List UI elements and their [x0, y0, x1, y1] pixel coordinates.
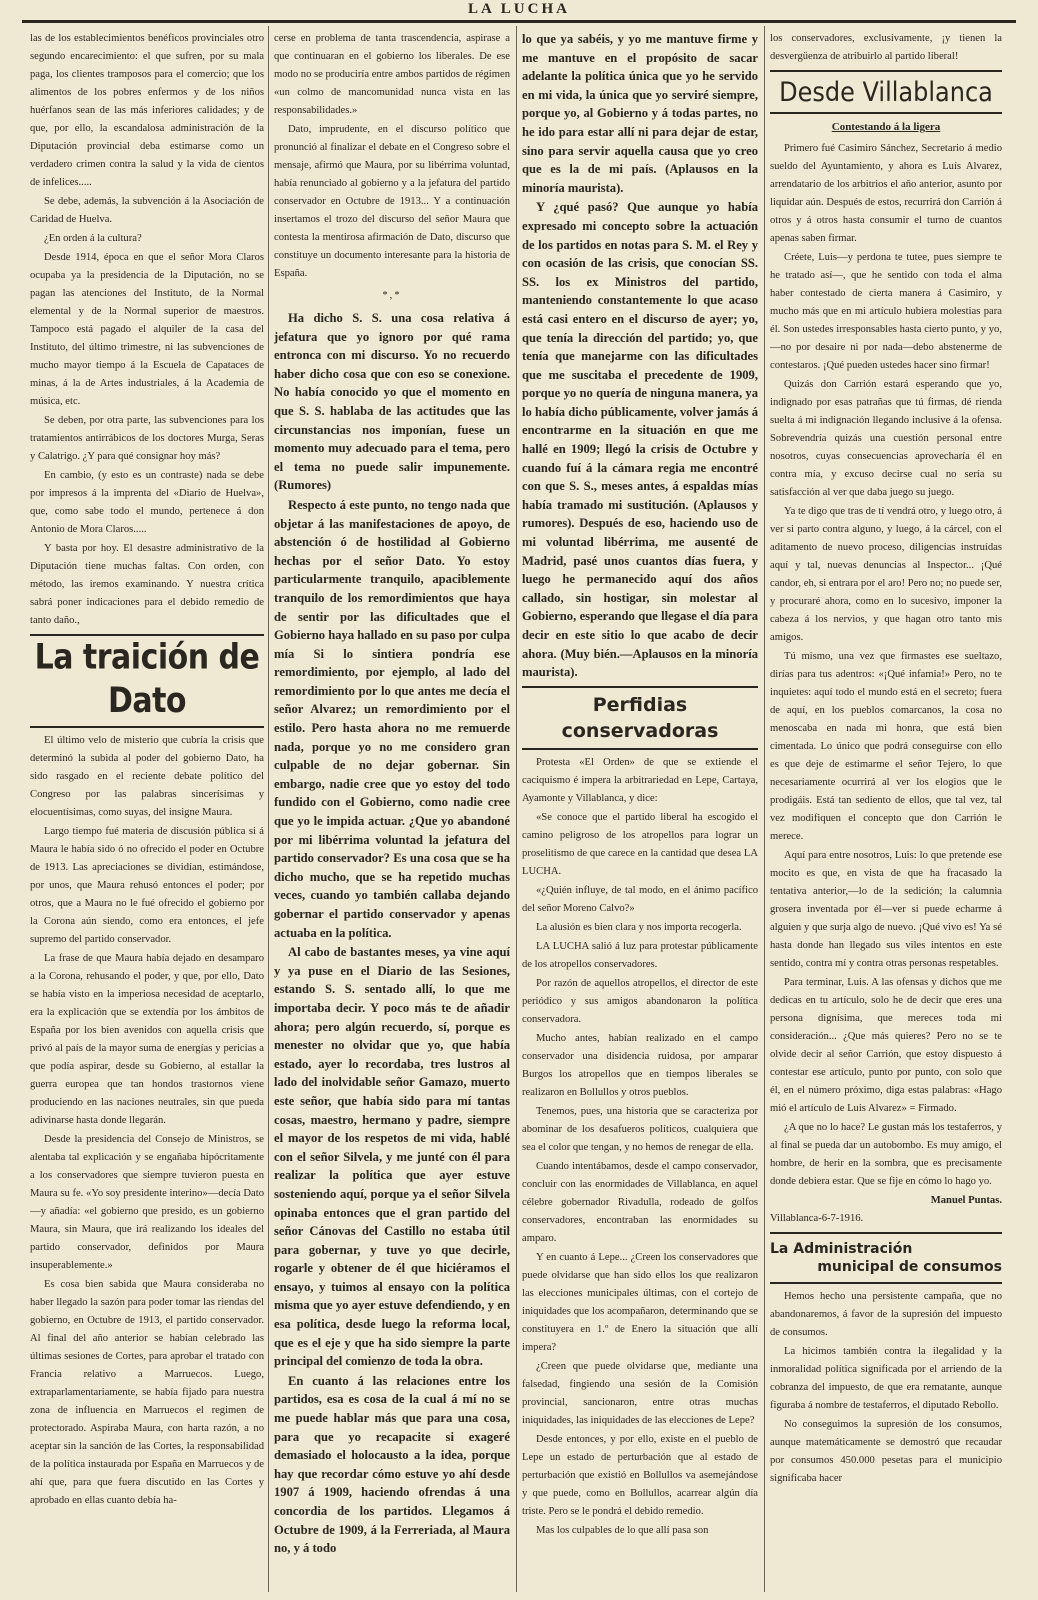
signature: Manuel Puntas.	[930, 1195, 1002, 1206]
paragraph: los conservadores, exclusivamente, ¡y tienen la desvergüenza de atribuirlo al partido liberal!	[770, 33, 1002, 62]
paragraph: Se deben, por otra parte, las subvenciones para los tratamientos antirrábicos de los doctores Murga, Seras y Calatrigo. ¿Y para qué consignar hoy más?	[30, 415, 264, 462]
paragraph: Y ¿qué pasó? Que aunque yo había expresado mi concepto sobre la actuación de los partidos en notas para S. M. el Rey y con ocasión de las crisis, que conocían SS. SS. los ex Ministros del partido, manteniendo constantemente lo que acaso está casi entero en el discurso de ayer; yo, que tenía la dirección del partido; yo, que tenía que manejarme con las dificultades que me suscitaba el precedente de 1909, porque yo no quería de ninguna manera, ya lo había dicho públicamente, volver jamás á encontrarme en la situación en que me hallé en 1909; llegó la crisis de Octubre y cuando fuí á la cámara regia me encontré con que S. S., meses antes, á espaldas mías había tramado mi sustitución. (Aplausos y rumores). Después de eso, haciendo uso de mi voluntad libérrima, me ausenté de Madrid, pasé unos cuantos días fuera, y luego he permanecido aquí dos años callado, sin hostigar, sin molestar al Gobierno, esperando que llegase el día para decir en este sitio lo que acabo de decir ahora. (Muy bién.—Aplausos en la minoría maurista).	[522, 200, 758, 680]
paragraph: Mucho antes, habían realizado en el campo conservador una disidencia ruidosa, por amparar Burgos los atropellos que en tiempos liberales se realizaron en Bollullos y otros pueblos.	[522, 1032, 758, 1098]
paragraph: Ha dicho S. S. una cosa relativa á jefatura que yo ignoro por qué rama entronca con mi discurso. Yo no recuerdo haber dicho cosa que con eso se conexione. No había conocido yo que el momento en que S. S. hablaba de las actitudes que las circunstancias nos imponían, fuese un momento muy adecuado para el tema, pero el tema no puede salir impunemente. (Rumores)	[274, 311, 510, 493]
column-divider	[764, 26, 765, 1592]
paragraph: Largo tiempo fué materia de discusión pública si á Maura le había sido ó no ofrecido el poder en Octubre de 1913. Las apreciaciones se dividían, estimándose, por unos, que Maura rehusó entonces el poder; por otros, que a Maura no le fué ofrecido el gobierno por la Corona aún siendo, como era entonces, el jefe supremo del partido conservador.	[30, 826, 264, 945]
paragraph: La hicimos también contra la ilegalidad y la inmoralidad política significada por el arriendo de la cobranza del impuesto, de que era rematante, aunque figuraba á nombre de testaferros, el diputado Rebollo.	[770, 1346, 1002, 1411]
paragraph: En cambio, (y esto es un contraste) nada se debe por impresos á la imprenta del «Diario de Huelva», que, como sabe todo el mundo, pertenece á don Antonio de Mora Claros.....	[30, 470, 264, 535]
dateline: Villablanca-6-7-1916.	[770, 1213, 864, 1224]
headline-rule	[770, 70, 1002, 72]
masthead: LA LUCHA	[468, 1, 570, 17]
headline-line-1: La Administración	[770, 1241, 913, 1257]
headline-rule	[770, 1232, 1002, 1234]
paragraph: Para terminar, Luis. A las ofensas y dichos que me dedicas en tu artículo, solo he de decir que eres una persona dignísima, que mereces toda mi consideración... ¿Que más quieres? Pero no se te olvide decir al señor Carrión, que estoy dispuesto á contestar ese artículo, punto por punto, con solo que él, en el número próximo, diga estas palabras: «Hago mió el artículo de Luis Alvarez» = Firmado.	[770, 977, 1002, 1114]
headline-rule	[522, 748, 758, 750]
article-headline	[770, 1240, 1002, 1276]
paragraph: Se debe, además, la subvención á la Asociación de Caridad de Huelva.	[30, 196, 264, 225]
paragraph: La frase de que Maura había dejado en desamparo a la Corona, rehusando el poder, y que, por ello, Dato se había visto en la imperiosa necesidad de aceptarlo, era la explicación que se extendía por los ámbitos de España por los bien avenidos con aquella crisis que privó al país de la mayor suma de energías y pericias a que podía aspirar, desde su Gobierno, al estallar la guerra europea que tan hondos trastornos viene produciendo en las naciones neutrales, sin que pueda adivinarse hasta donde llegarán.	[30, 953, 264, 1126]
paragraph: No conseguimos la supresión de los consumos, aunque matemáticamente se demostró que recaudar por consumos 450.000 pesetas para el municipio significaba hacer	[770, 1419, 1002, 1484]
speech-excerpt	[274, 309, 510, 1558]
headline-rule	[30, 726, 264, 728]
paragraph: Y en cuanto á Lepe... ¿Creen los conservadores que puede olvidarse que han sido ellos los que realizaron las elecciones municipales últimas, con el cortejo de iniquidades que los acompañaron, determinando que se constituyera en 1.º de Enero la situación que allí impera?	[522, 1251, 758, 1353]
paragraph: Y basta por hoy. El desastre administrativo de la Diputación tiene muchas faltas. Con orden, con método, las iremos examinando. Y nuestra crítica sabrá poner indicaciones para el debido remedio de tanto daño.,	[30, 543, 264, 626]
column-divider	[268, 26, 269, 1592]
headline-line-2: municipal de consumos	[817, 1259, 1002, 1275]
paragraph: Mas los culpables de lo que allí pasa son	[536, 1524, 709, 1536]
paragraph: Es cosa bien sabida que Maura consideraba no haber llegado la sazón para poder tomar las riendas del gobierno, en Octubre de 1913, el partido conservador. Al final del año anterior se habían celebrado las últimas sesiones de Cortes, para aprobar el tratado con Francia relativo a Marruecos. Luego, extraparlamentariamente, se había fijado para nuestra zona de influencia en Marruecos el regimen de protectorado. Aspiraba Maura, con harta razón, a no aceptar sin la sanción de las Cortes, la responsabilidad de la política instaurada por España en Marruecos y de ahí que, para que fuera discutido en las Cortes y aprobado en ellas cuanto debía ha-	[30, 1279, 264, 1506]
column-1	[30, 30, 264, 1592]
paragraph: Dato, imprudente, en el discurso político que pronunció al finalizar el debate en el Congreso sobre el mensaje, afirmó que Maura, por su libérrima voluntad, había renunciado al gobierno y a la jefatura del partido conservador en Octubre de 1913... Y a continuación insertamos el trozo del discurso del señor Maura que contesta la mentirosa afirmación de Dato, discurso que constituye un documento interesante para la historia de España.	[274, 124, 510, 279]
column-3	[522, 30, 758, 1592]
paragraph: lo que ya sabéis, y yo me mantuve firme y me mantuve en el propósito de sacar adelante la política única que yo he servido en mi vida, la única que yo serviré siempre, porque yo, al Gobierno y á todas partes, no he ido para estar allí ni para dejar de estar, sino para servir aquella causa que yo creo que es la de mi país. (Aplausos en la minoría maurista).	[522, 32, 758, 195]
paragraph: Hemos hecho una persistente campaña, que no abandonaremos, á favor de la supresión del impuesto de consumos.	[770, 1291, 1002, 1338]
paragraph: «¿Quién influye, de tal modo, en el ánimo pacífico del señor Moreno Calvo?»	[522, 884, 758, 914]
paragraph: Protesta «El Orden» de que se extiende el caciquismo é impera la arbitrariedad en Lepe, Cartaya, Ayamonte y Villablanca, y dice:	[522, 756, 758, 804]
article-headline: Desde Villablanca	[779, 76, 993, 108]
masthead-rule	[22, 20, 1016, 23]
column-divider	[516, 26, 517, 1592]
paragraph: cerse en problema de tanta trascendencia, aspirase a que continuaran en el gobierno los liberales. De ese modo no se produciría entre ambos partidos de régimen «un colmo de mancomunidad nunca vista en las responsabilidades.»	[274, 33, 510, 116]
paragraph: Aquí para entre nosotros, Luis: lo que pretende ese mocito es que, en vista de que ha fracasado la tentativa anterior,—lo de la sedición; la calumnia grosera inventada por él—ver si puede echarme á alguien y que surja algo de nuevo. ¡Qué vivo es! Ya sé hasta donde han llegado sus viles intentos en este sentido, contra mí y contra otras personas respetables.	[770, 850, 1002, 969]
paragraph: ¿Creen que puede olvidarse que, mediante una falsedad, fingiendo una sesión de la Comisión provincial, sancionaron, entre otras muchas iniquidades, las iniquidades de las elecciones de Lepe?	[522, 1360, 758, 1426]
headline-rule	[770, 112, 1002, 114]
paragraph: LA LUCHA salió á luz para protestar públicamente de los atropellos conservadores.	[522, 940, 758, 970]
paragraph: Desde entonces, y por ello, existe en el pueblo de Lepe un estado de perturbación que al estado de perturbación que existió en Bollullos va asemejándose y que puede, como en Bollullos, acarrear algún día triste. Pero se le pondrá el debido remedio.	[522, 1433, 758, 1517]
paragraph: Desde la presidencia del Consejo de Ministros, se alentaba tal explicación y se engañaba hipócritamente a los conservadores que siempre tuvieron puesta en Maura su fe. «Yo soy presidente interino»—decía Dato—y añadía: «el gobierno que presido, es un gobierno Maura, sin Maura, que irá realizando los ideales del partido conservador, definidos por Maura insuperablemente.»	[30, 1134, 264, 1271]
article-subheadline: Contestando á la ligera	[831, 121, 941, 133]
paragraph: Al cabo de bastantes meses, ya vine aquí y ya puse en el Diario de las Sesiones, estando S. S. sentado allí, lo que me importaba decir. Y poco más te de añadir ahora; pero algún recuerdo, sí, porque es menester no olvidar que yo, que había estado, ayer lo recordaba, tres lustros al lado del inolvidable señor Gamazo, muerto este señor, que había sido para mí tantas cosas, maestro, hermano y padre, siempre el mayor de los respetos de mi vida, hablé con el señor Silvela, y me junté con él para realizar la política que ayer estuve sosteniendo aquí, porque ya el señor Silvela opinaba entonces que el gran partido del señor Cánovas del Castillo no estaba útil para gobernar, y tuve yo que decirle, rogarle y obtener de él que hiciéramos el ensayo, y tuimos al ensayo con la política misma que yo ayer estuve defendiendo, y en esa política, desde luego la reforma local, que es el eje y que ha sido siempre la parte principal del comienzo de toda la obra.	[274, 945, 510, 1369]
article-headline: Perfidias conservadoras	[561, 693, 719, 742]
paragraph: Desde 1914, época en que el señor Mora Claros ocupaba ya la presidencia de la Diputación, no se pagan las atenciones del Instituto, de la Normal elemental y de la Normal superior de maestros. Tampoco está pagado el alquiler de la casa del Instituto, del último trimestre, ni las subvenciones de mucho mayor tiempo á la Escuela de Capataces de minas, á la de Artes industriales, á la Academia de música, etc.	[30, 252, 264, 407]
paragraph: las de los establecimientos benéficos provinciales otro segundo encarecimiento: el que sufren, por su mala paga, los clientes tramposos para el comercio; que los alimentos de los pobres enfermos y de los niños huérfanos sean de las más inferiores calidades; y de que, por ello, la escandalosa administración de la Diputación provincial deba estimarse como un verdadero crimen contra la salud y la vida de cientos de infelices.....	[30, 33, 264, 188]
article-perfidias	[522, 686, 758, 1540]
paragraph: Quizás don Carrión estará esperando que yo, indignado por esas patrañas que tú firmas, dé rienda suelta á mi indignación llegando inclusive á la ofensa. Sobrevendría quizás una cuestión personal entre nosotros, cuyas consecuencias aprovecharía él en contra mía, y excuso decirse cual no sería su satisfacción al ver que daba juego su juego.	[770, 379, 1002, 498]
paragraph: ¿A que no lo hace? Le gustan más los testaferros, y al final se pueda dar un autobombo. Es muy amigo, el hombre, de herir en la sombra, que es precisamente donde debiera estar. Que se fije en cómo lo hago yo.	[770, 1122, 1002, 1187]
paragraph: «Se conoce que el partido liberal ha escogido el camino peligroso de los atropellos para lograr un proselitismo de que carece en la cantidad que desea LA LUCHA.	[522, 811, 758, 877]
paragraph: Respecto á este punto, no tengo nada que objetar á las manifestaciones de apoyo, de abstención ó de hostilidad al Gobierno hechas por el señor Dato. Yo estoy particularmente tranquilo, apaciblemente tranquilo de los remordimientos que haya de sentir por las dificultades que el Gobierno haya hallado en su paso por culpa mía Si lo sintiera pondría ese remordimiento, por ejemplo, al lado del remordimiento por lo que antes me decía el señor Alvarez; un remordimiento por el estilo. Pero hasta ahora no me remuerde nada, porque yo no me considero gran culpable de no dejar gobernar. Sin embargo, nadie cree que yo estoy del todo fundido con el Gobierno, como nadie cree que yo le impida actuar. ¿Que yo abandoné por mi libérrima voluntad la jefatura del partido conservador? Es una cosa que se ha dicho mucho, que se ha repetido muchas veces, cuando yo también callaba dejando gobernar el partido conservador y apenas actuaba en la política.	[274, 497, 510, 940]
article-headline: La traición de Dato	[34, 637, 260, 722]
paragraph: La alusión es bien clara y nos importa recogerla.	[536, 921, 742, 933]
paragraph: Ya te digo que tras de tí vendrá otro, y luego otro, á ver si parto contra alguno, y luego, á la cárcel, con el aditamento de nuevo proceso, diligencias instruídas aquí y tal, nuevas denuncias al Inspector... ¡Qué candor, eh, si entrara por el aro! Pero no; no puede ser, y procuraré ahora, como en lo sucesivo, imponer la cabeza á los nervios, y que hagan otro tanto mis amigos.	[770, 506, 1002, 643]
paragraph: ¿En orden á la cultura?	[44, 233, 142, 244]
paragraph: Primero fué Casimiro Sánchez, Secretario á medio sueldo del Ayuntamiento, y ahora es Luís Alvarez, arrendatario de los arbitrios el año anterior, asunto por liquidar aún. Después de estos, recurrirá don Carrión á otros y á otros hasta consumir el turno de cuantos apenas saben firmar.	[770, 143, 1002, 244]
paragraph: Tenemos, pues, una historia que se caracteriza por abominar de los desafueros políticos, cualquiera que sea el color que tengan, y no hemos de renegar de ella.	[522, 1105, 758, 1153]
paragraph: Créete, Luis—y perdona te tutee, pues siempre te he tratado así—, que he sentido con toda el alma haber contestado de cierta manera á Casimiro, y mucho más que en mi artículo hubiera molestias para él. Son ustedes irresponsables hasta cierto punto, y yo, —no por desaire ni por nada—debo abstenerme de contestaros. ¡Qué pueden ustedes hacer sino firmar!	[770, 252, 1002, 371]
section-separator: *,*	[382, 290, 402, 301]
paragraph: En cuanto á las relaciones entre los partidos, esa es cosa de la cual á mí no se me puede hablar más que para una cosa, para que yo recapacite si exageré demasiado el holocausto a la idea, porque hay que recordar cómo estuve yo ahí desde 1907 á 1909, haciendo ofrendas á una concordia de los partidos. Llegamos á Octubre de 1909, á la Ferreriada, al Maura no, y á todo	[274, 1373, 510, 1556]
column-2	[274, 30, 510, 1592]
column-4	[770, 30, 1002, 1592]
paragraph: El último velo de misterio que cubría la crisis que determinó la subida al poder del gobierno Dato, ha sido rasgado en el reciente debate político del Congreso por las palabras sincerísimas y elocuentísimas, como suyas, del insigne Maura.	[30, 735, 264, 818]
headline-rule	[770, 1282, 1002, 1284]
paragraph: Por razón de aquellos atropellos, el director de este periódico y sus amigos abandonaron la política conservadora.	[522, 977, 758, 1025]
paragraph: Tú mismo, una vez que firmastes ese sueltazo, dirías para tus adentros: «¡Qué infamia!» Pero, no te inquietes: aquí todo el mundo está en el secreto; fuera de aquí, en los pueblos comarcanos, la cosa no menoscaba en nada mi honra, que está bien cimentada. Lo único que podrá conseguirse con ello es que deje de estimarme el señor Tejero, lo que necesariamente ocurrirá al ver los elogios que le prodigáis. Está tan sediento de ellos, que tal vez, tal vez modifiquen el concepto que don Carrión le merece.	[770, 651, 1002, 842]
paragraph: Cuando intentábamos, desde el campo conservador, concluir con las enormidades de Villablanca, en aquel célebre gobernador Rivadulla, rodeado de golfos conservadores, encontraban las enormidades su amparo.	[522, 1160, 758, 1244]
headline-rule	[522, 686, 758, 688]
